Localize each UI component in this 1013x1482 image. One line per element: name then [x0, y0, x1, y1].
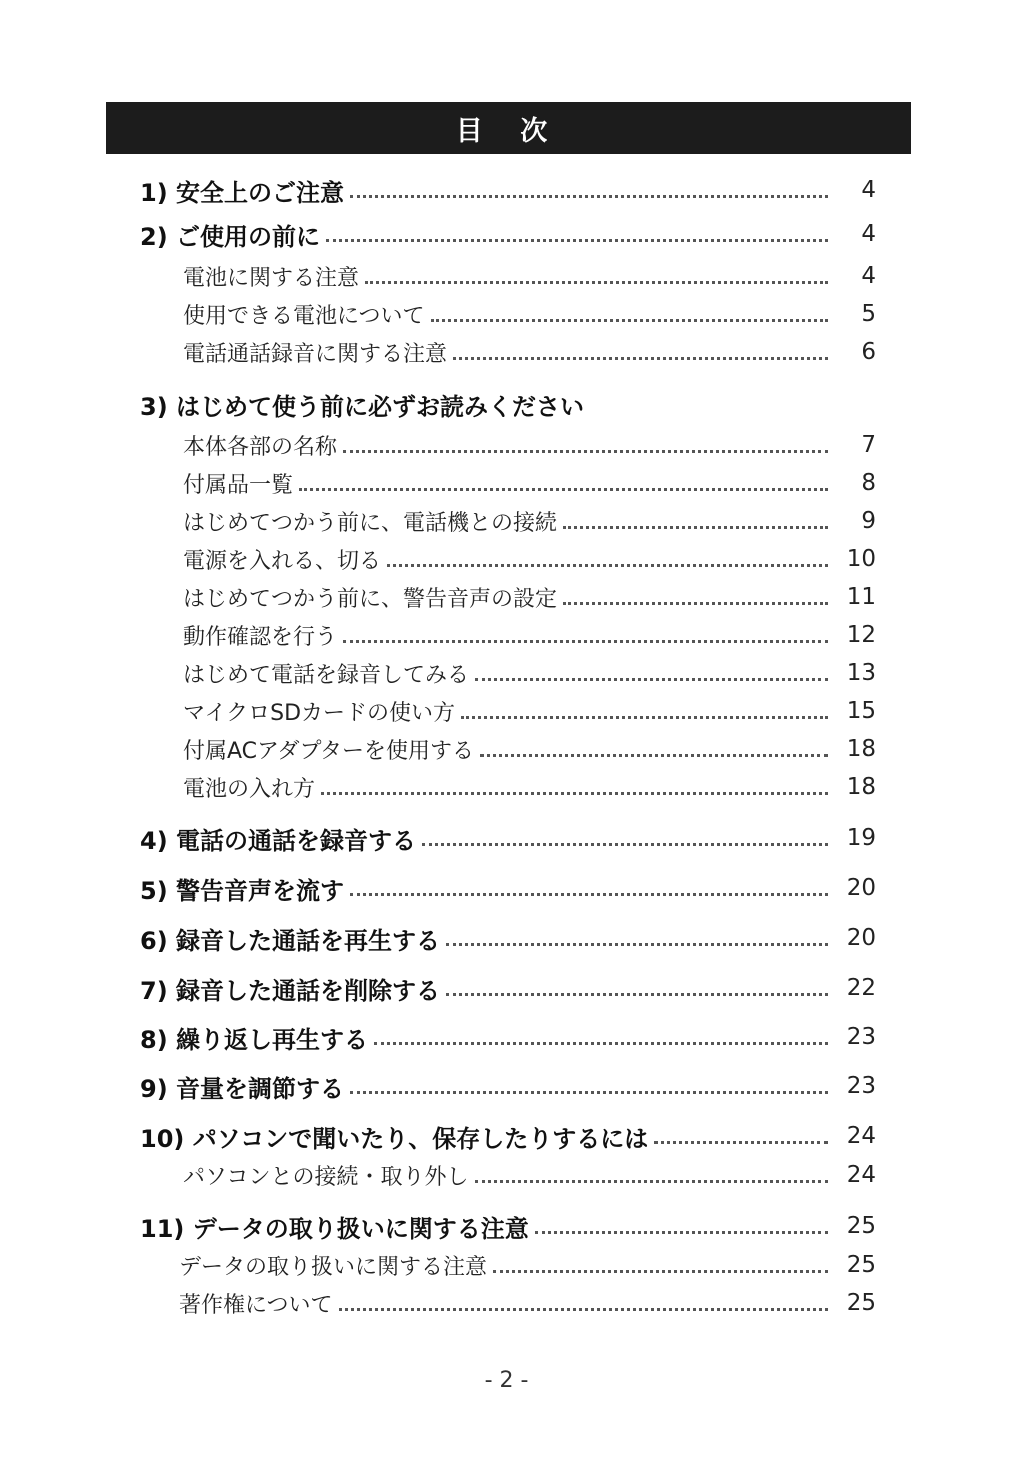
toc-entry-page: 15 [846, 698, 876, 724]
toc-entry-label: 6) 録音した通話を再生する [140, 926, 441, 955]
toc-subentry[interactable] [183, 617, 876, 653]
toc-entry-page: 20 [846, 875, 876, 901]
toc-entry-label: 電源を入れる、切る [183, 548, 382, 574]
toc-entry-label: はじめてつかう前に、電話機との接続 [183, 510, 558, 536]
toc-entry-label: 10) パソコンで聞いたり、保存したりするには [140, 1124, 649, 1153]
toc-subentry[interactable] [183, 579, 876, 615]
toc-entry-label: 電池の入れ方 [183, 776, 316, 802]
toc-entry-page: 25 [846, 1290, 876, 1316]
dot-leader [480, 754, 828, 757]
toc-entry-page: 23 [846, 1073, 876, 1099]
dot-leader [475, 1180, 828, 1183]
toc-entry-label: 1) 安全上のご注意 [140, 178, 345, 207]
toc-subentry[interactable] [183, 465, 876, 501]
dot-leader [431, 319, 828, 322]
toc-entry-page: 25 [846, 1252, 876, 1278]
toc-subentry[interactable] [183, 258, 876, 294]
dot-leader [535, 1231, 828, 1234]
toc-entry-label: 2) ご使用の前に [140, 222, 321, 251]
toc-subentry[interactable] [183, 541, 876, 577]
toc-entry-page: 11 [846, 584, 876, 610]
toc-entry-page: 22 [846, 975, 876, 1001]
toc-subentry[interactable] [183, 296, 876, 332]
toc-entry-page: 24 [846, 1162, 876, 1188]
toc-subentry[interactable] [179, 1247, 876, 1283]
toc-subentry[interactable] [183, 503, 876, 539]
dot-leader [350, 893, 828, 896]
toc-entry-data-handling[interactable] [140, 1208, 876, 1244]
toc-entry-label: 9) 音量を調節する [140, 1074, 345, 1103]
toc-entry-label: データの取り扱いに関する注意 [179, 1254, 488, 1280]
toc-entry-playback[interactable] [140, 920, 876, 956]
toc-entry-label: 5) 警告音声を流す [140, 876, 345, 905]
toc-entry-page: 5 [861, 301, 876, 327]
toc-subentry[interactable] [183, 655, 876, 691]
toc-entry-page: 19 [846, 825, 876, 851]
toc-entry-label: 付属品一覧 [183, 472, 294, 498]
dot-leader [654, 1141, 828, 1144]
toc-entry-page: 7 [861, 432, 876, 458]
toc-entry-read-first[interactable] [140, 386, 876, 422]
toc-entry-label: 動作確認を行う [183, 624, 338, 650]
dot-leader [350, 195, 828, 198]
toc-entry-page: 18 [846, 736, 876, 762]
toc-subentry[interactable] [179, 1285, 876, 1321]
toc-entry-label: はじめて電話を録音してみる [183, 662, 470, 688]
toc-entry-label: 3) はじめて使う前に必ずお読みください [140, 392, 585, 421]
toc-entry-page: 24 [846, 1123, 876, 1149]
toc-entry-warning-voice[interactable] [140, 870, 876, 906]
dot-leader [446, 943, 828, 946]
dot-leader [343, 640, 828, 643]
toc-entry-label: 使用できる電池について [183, 303, 425, 329]
toc-entry-label: 電話通話録音に関する注意 [183, 341, 448, 367]
dot-leader [475, 678, 828, 681]
toc-entry-page: 9 [861, 508, 876, 534]
toc-entry-pc[interactable] [140, 1118, 876, 1154]
toc-entry-repeat[interactable] [140, 1019, 876, 1055]
dot-leader [374, 1042, 828, 1045]
dot-leader [299, 488, 828, 491]
toc-entry-page: 25 [846, 1213, 876, 1239]
toc-entry-label: はじめてつかう前に、警告音声の設定 [183, 586, 558, 612]
toc-entry-label: 11) データの取り扱いに関する注意 [140, 1214, 529, 1243]
dot-leader [563, 526, 828, 529]
dot-leader [350, 1091, 828, 1094]
dot-leader [326, 239, 828, 242]
toc-entry-page: 10 [846, 546, 876, 572]
dot-leader [343, 450, 828, 453]
dot-leader [493, 1270, 828, 1273]
toc-entry-label: 4) 電話の通話を録音する [140, 826, 417, 855]
dot-leader [387, 564, 828, 567]
toc-entry-safety[interactable] [140, 172, 876, 208]
toc-entry-record-call[interactable] [140, 820, 876, 856]
toc-entry-label: 8) 繰り返し再生する [140, 1025, 369, 1054]
toc-entry-page: 4 [861, 177, 876, 203]
toc-entry-page: 4 [861, 221, 876, 247]
toc-entry-label: 電池に関する注意 [183, 265, 360, 291]
dot-leader [446, 993, 828, 996]
page-number: - 2 - [484, 1368, 529, 1393]
dot-leader [453, 357, 828, 360]
toc-entry-page: 4 [861, 263, 876, 289]
toc-entry-page: 20 [846, 925, 876, 951]
toc-subentry[interactable] [183, 334, 876, 370]
toc-subentry[interactable] [183, 731, 876, 767]
toc-subentry[interactable] [183, 769, 876, 805]
toc-entry-delete[interactable] [140, 970, 876, 1006]
dot-leader [365, 281, 828, 284]
toc-subentry[interactable] [183, 693, 876, 729]
dot-leader [422, 843, 828, 846]
dot-leader [321, 792, 828, 795]
toc-entry-before-use[interactable] [140, 216, 876, 252]
toc-entry-page: 12 [846, 622, 876, 648]
dot-leader [339, 1308, 828, 1311]
toc-subentry[interactable] [183, 427, 876, 463]
toc-entry-volume[interactable] [140, 1068, 876, 1104]
toc-entry-label: 著作権について [179, 1292, 333, 1318]
toc-entry-page: 23 [846, 1024, 876, 1050]
toc-entry-label: 7) 録音した通話を削除する [140, 976, 441, 1005]
toc-entry-page: 6 [861, 339, 876, 365]
toc-entry-page: 13 [846, 660, 876, 686]
toc-entry-label: マイクロSDカードの使い方 [183, 700, 456, 726]
toc-subentry[interactable] [183, 1157, 876, 1193]
toc-entry-page: 8 [861, 470, 876, 496]
dot-leader [461, 716, 828, 719]
toc-entry-label: パソコンとの接続・取り外し [183, 1164, 469, 1190]
toc-title: 目 次 [455, 115, 562, 147]
toc-entry-label: 本体各部の名称 [183, 434, 338, 460]
dot-leader [563, 602, 828, 605]
toc-entry-page: 18 [846, 774, 876, 800]
toc-entry-label: 付属ACアダプターを使用する [183, 738, 474, 764]
